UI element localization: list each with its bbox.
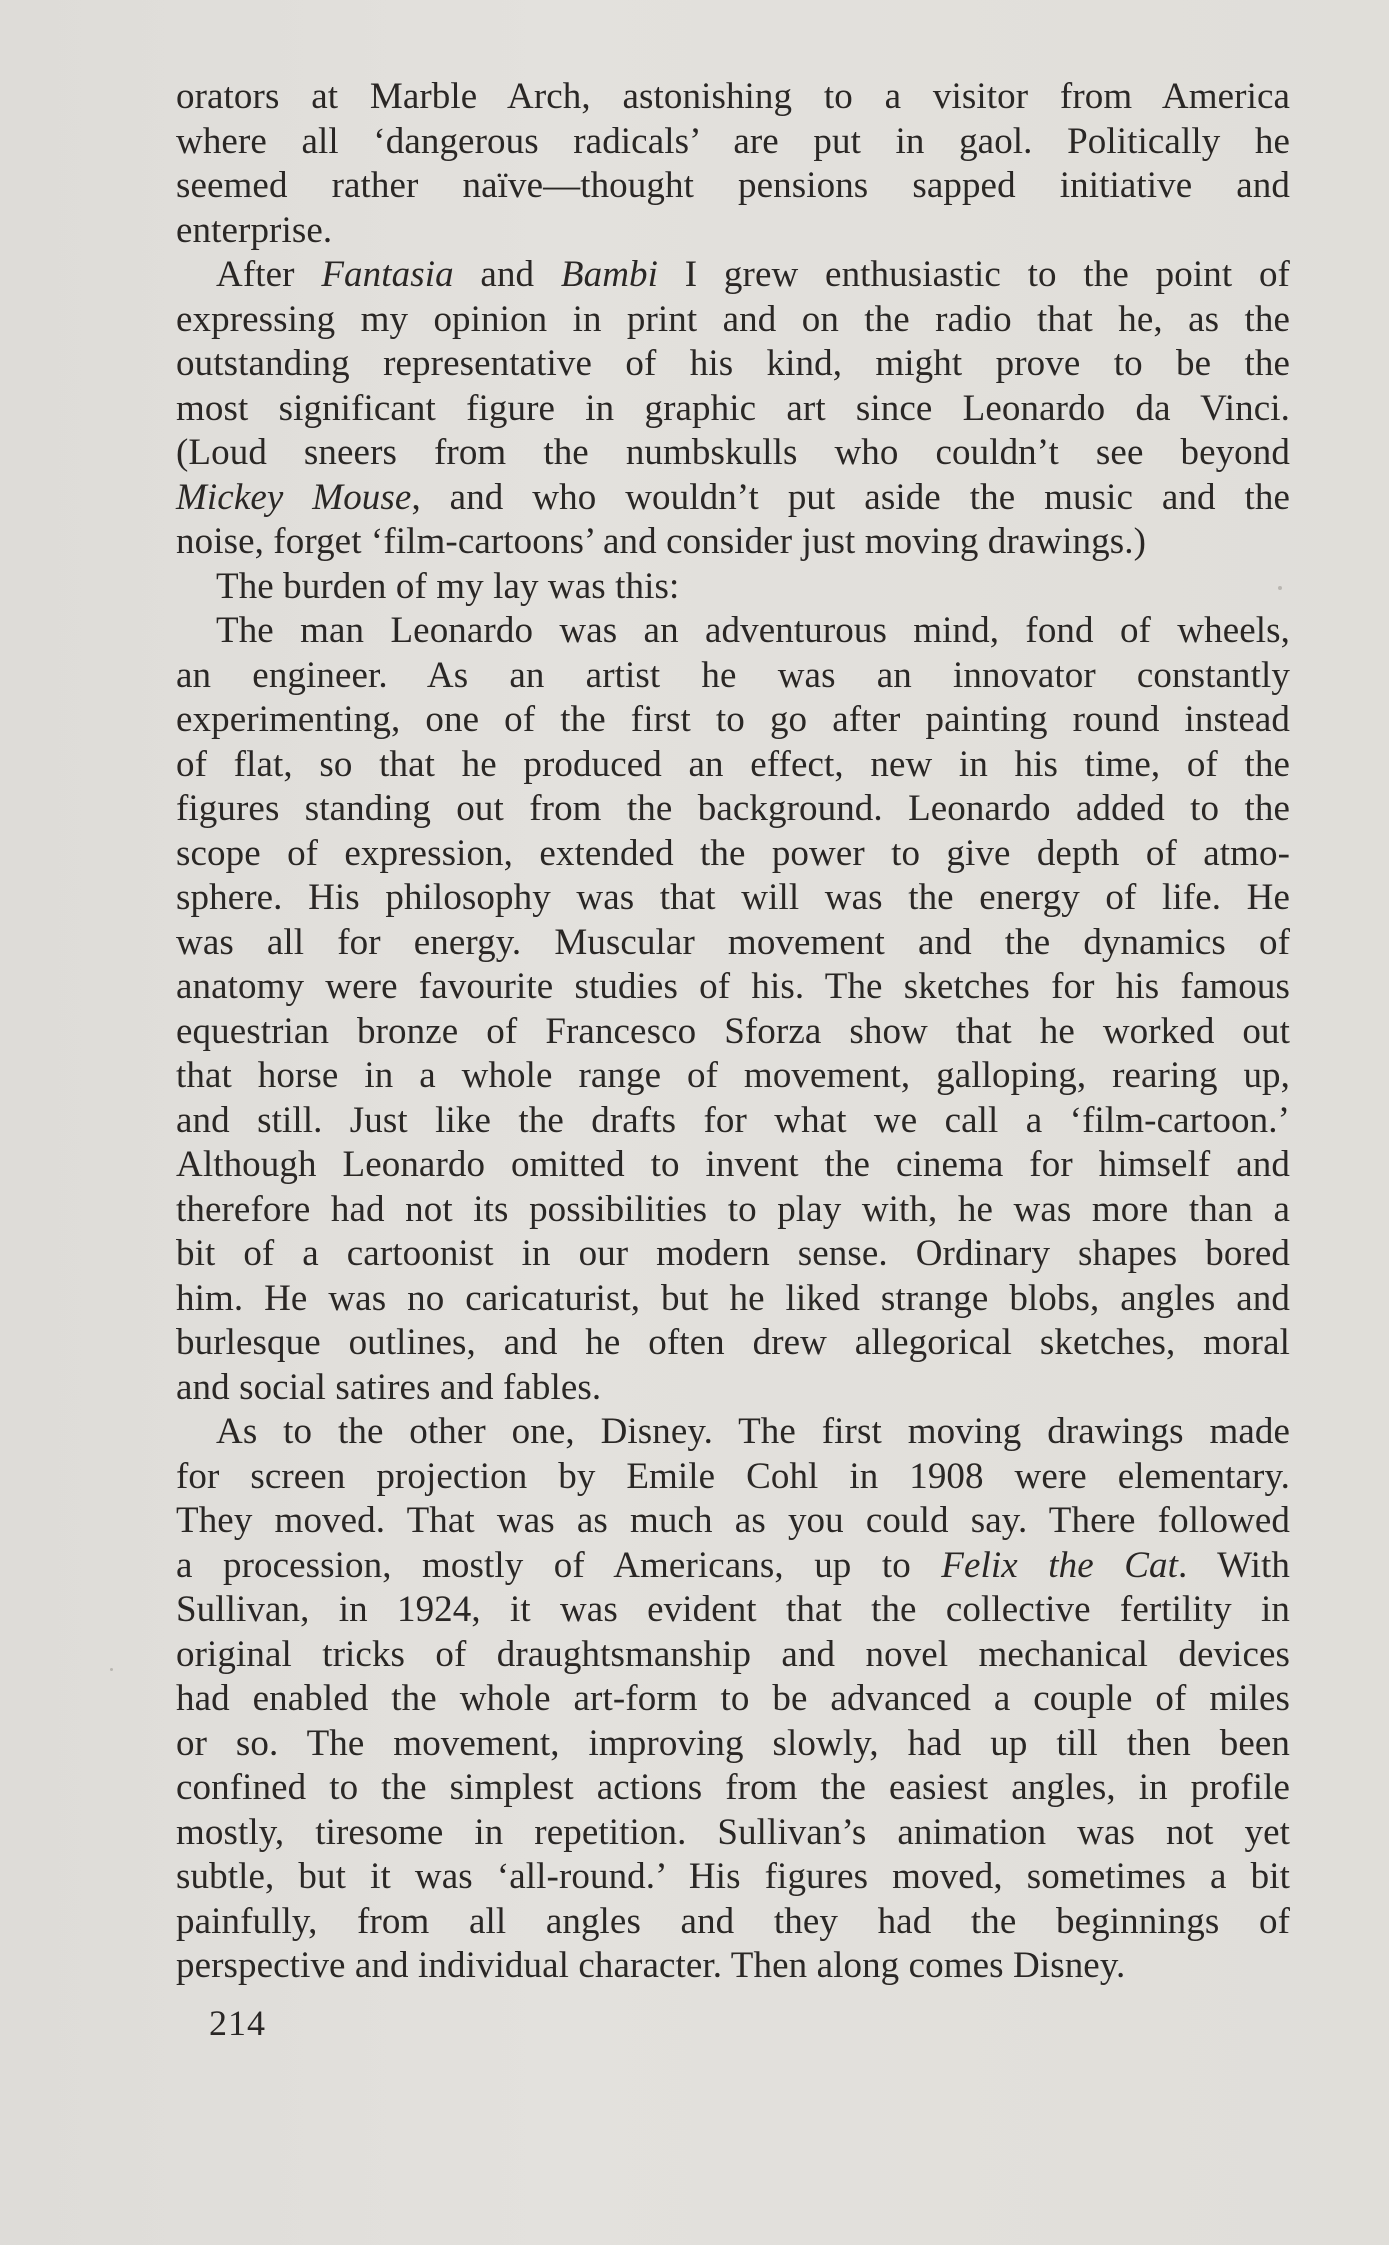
text-line: (Loud sneers from the numbskulls who couldn’t see beyond [176,432,1290,473]
text-line: original tricks of draughtsmanship and novel mechanical devices [176,1633,1290,1675]
text-line: As to the other one, Disney. The first moving drawings made [216,1411,1290,1452]
text-line: or so. The movement, improving slowly, had up till then been [176,1722,1290,1764]
text-line: Mickey Mouse, and who wouldn’t put aside the music and the [176,476,1291,518]
text-line: that horse in a whole range of movement, galloping, rearing up, [176,1055,1290,1096]
text-line: enterprise. [176,209,333,251]
text-line: sphere. His philosophy was that will was the energy of life. He [176,877,1290,918]
text-line: had enabled the whole art-form to be advanced a couple of miles [176,1678,1290,1719]
text-line: painfully, from all angles and they had the beginnings of [176,1900,1290,1942]
text-line: figures standing out from the background. Leonardo added to the [176,788,1290,829]
text-line: him. He was no caricaturist, but he liked strange blobs, angles and [176,1277,1290,1319]
text-line: bit of a cartoonist in our modern sense. Ordinary shapes bored [176,1233,1290,1274]
paper-speck [110,1668,113,1671]
text-line: Although Leonardo omitted to invent the cinema for himself and [176,1144,1290,1185]
text-line: of flat, so that he produced an effect, new in his time, of the [176,743,1290,785]
text-line: After Fantasia and Bambi I grew enthusiastic to the point of [216,254,1290,295]
text-line: and still. Just like the drafts for what we call a ‘film-cartoon.’ [176,1099,1290,1141]
text-line: most significant figure in graphic art since Leonardo da Vinci. [176,387,1290,429]
text-line: perspective and individual character. Then along comes Disney. [176,1945,1126,1986]
text-line: where all ‘dangerous radicals’ are put in gaol. Politically he [176,120,1290,162]
paragraph [176,75,1290,253]
text-line: Sullivan, in 1924, it was evident that the collective fertility in [176,1589,1290,1630]
text-line: outstanding representative of his kind, might prove to be the [176,343,1290,384]
paragraph [176,565,1290,610]
body-text [176,75,1290,1989]
text-line: anatomy were favourite studies of his. The sketches for his famous [176,966,1290,1007]
text-line: They moved. That was as much as you could say. There followed [176,1500,1290,1541]
text-line: expressing my opinion in print and on the radio that he, as the [176,298,1290,340]
text-line: noise, forget ‘film-cartoons’ and consider just moving drawings.) [176,521,1146,562]
text-line: equestrian bronze of Francesco Sforza show that he worked out [176,1010,1290,1052]
text-line: a procession, mostly of Americans, up to Felix the Cat. With [176,1544,1290,1586]
text-line: subtle, but it was ‘all-round.’ His figures moved, sometimes a bit [176,1856,1290,1897]
text-line: scope of expression, extended the power to give depth of atmo- [176,832,1290,874]
text-line: was all for energy. Muscular movement and the dynamics of [176,921,1290,963]
page-number: 214 [209,2003,266,2043]
paragraph [176,609,1290,1410]
text-line: The burden of my lay was this: [216,565,680,607]
paragraph [176,1410,1290,1989]
text-line: therefore had not its possibilities to play with, he was more than a [176,1188,1290,1230]
text-line: orators at Marble Arch, astonishing to a visitor from America [176,76,1290,117]
text-line: seemed rather naïve—thought pensions sapped initiative and [176,165,1290,206]
text-line: confined to the simplest actions from the easiest angles, in profile [176,1767,1290,1808]
text-line: The man Leonardo was an adventurous mind, fond of wheels, [216,610,1290,651]
text-line: burlesque outlines, and he often drew allegorical sketches, moral [176,1322,1290,1363]
paper-speck [1278,586,1282,590]
paragraph [176,253,1290,565]
text-line: mostly, tiresome in repetition. Sullivan’s animation was not yet [176,1811,1290,1853]
text-line: and social satires and fables. [176,1366,602,1408]
text-line: an engineer. As an artist he was an innovator constantly [176,654,1290,696]
text-line: experimenting, one of the first to go after painting round instead [176,699,1290,740]
text-line: for screen projection by Emile Cohl in 1908 were elementary. [176,1455,1290,1497]
